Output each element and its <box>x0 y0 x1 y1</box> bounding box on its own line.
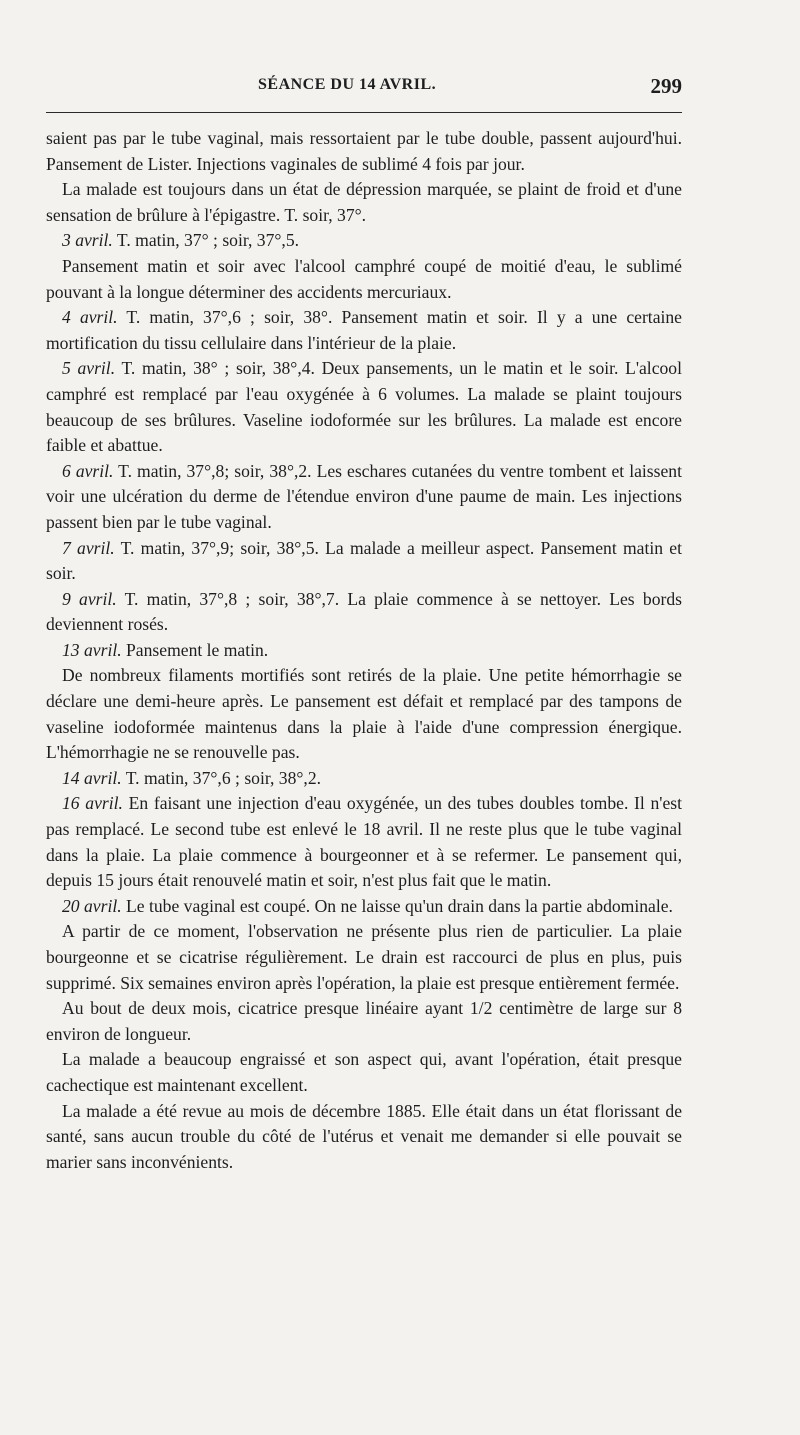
book-page <box>46 68 683 1172</box>
paragraph-text: Pansement matin et soir avec l'alcool camphré coupé de moitié d'eau, le sublimé pouvant à la longue déterminer des accidents mercuriaux. <box>46 255 682 302</box>
paragraph <box>46 791 682 893</box>
entry-date: 6 avril. <box>62 460 114 481</box>
entry-date: 4 avril. <box>62 307 118 328</box>
entry-date: 9 avril. <box>62 588 117 609</box>
paragraph <box>46 638 682 664</box>
paragraph-text: T. matin, 37°,6 ; soir, 38°,2. <box>121 767 322 788</box>
paragraph <box>46 587 682 638</box>
paragraph <box>46 126 682 177</box>
paragraph <box>46 919 682 996</box>
paragraph-text: De nombreux filaments mortifiés sont retirés de la plaie. Une petite hémorrhagie se déclare une demi-heure après. Le pansement est défait et remplacé par des tampons de vaseline iodoformée maintenus dans la plaie à l'aide d'une compression énergique. L'hémorrhagie ne se renouvelle pas. <box>46 665 682 763</box>
paragraph-text: T. matin, 37°,8; soir, 38°,2. Les eschares cutanées du ventre tombent et laissent voir une ulcération du derme de l'étendue environ d'une paume de main. Les injections passent bien par le tube vaginal. <box>46 460 682 532</box>
paragraph-text: T. matin, 37°,9; soir, 38°,5. La malade a meilleur aspect. Pansement matin et soir. <box>46 537 682 584</box>
paragraph <box>46 254 682 305</box>
paragraph-text: T. matin, 37° ; soir, 37°,5. <box>112 230 300 251</box>
page-header <box>46 68 682 108</box>
paragraph <box>46 459 682 536</box>
paragraph-text: Au bout de deux mois, cicatrice presque linéaire ayant 1/2 centimètre de large sur 8 environ de longueur. <box>46 998 682 1044</box>
paragraph <box>46 228 682 254</box>
paragraph <box>46 663 682 765</box>
entry-date: 14 avril. <box>62 767 122 788</box>
paragraph <box>46 996 682 1047</box>
body-text <box>46 126 682 1175</box>
entry-date: 20 avril. <box>62 895 122 916</box>
paragraph <box>46 894 682 920</box>
paragraph-text: La malade a été revue au mois de décembre 1885. Elle était dans un état florissant de santé, sans aucun trouble du côté de l'utérus et venait me demander si elle pouvait se marier sans inconvénients. <box>46 1100 682 1172</box>
header-rule <box>46 112 682 113</box>
paragraph-text: La malade a beaucoup engraissé et son aspect qui, avant l'opération, était presque cachectique est maintenant excellent. <box>46 1049 682 1095</box>
paragraph <box>46 766 682 792</box>
paragraph <box>46 177 682 228</box>
paragraph <box>46 305 682 356</box>
entry-date: 3 avril. <box>62 230 113 251</box>
page-number: 299 <box>650 74 682 98</box>
paragraph-text: Le tube vaginal est coupé. On ne laisse qu'un drain dans la partie abdominale. <box>121 895 673 916</box>
paragraph-text: En faisant une injection d'eau oxygénée, un des tubes doubles tombe. Il n'est pas remplacé. Le second tube est enlevé le 18 avril. Il ne reste plus que le tube vaginal dans la plaie. La plaie commence à bourgeonner et à se refermer. Le pansement qui, depuis 15 jours était renouvelé matin et soir, n'est plus fait que le matin. <box>46 793 683 891</box>
paragraph-text: T. matin, 37°,6 ; soir, 38°. Pansement matin et soir. Il y a une certaine mortification du tissu cellulaire dans l'intérieur de la plaie. <box>46 307 682 353</box>
paragraph-text: saient pas par le tube vaginal, mais ressortaient par le tube double, passent aujourd'hui. Pansement de Lister. Injections vaginales de sublimé 4 fois par jour. <box>46 128 682 174</box>
paragraph <box>46 536 682 587</box>
paragraph <box>46 1099 682 1176</box>
paragraph <box>46 356 682 458</box>
entry-date: 5 avril. <box>62 358 116 379</box>
paragraph-text: La malade est toujours dans un état de dépression marquée, se plaint de froid et d'une sensation de brûlure à l'épigastre. T. soir, 37°. <box>46 179 682 225</box>
paragraph-text: Pansement le matin. <box>121 639 269 660</box>
running-title: SÉANCE DU 14 AVRIL. <box>258 76 437 93</box>
entry-date: 13 avril. <box>62 639 122 660</box>
paragraph <box>46 1047 682 1098</box>
paragraph-text: A partir de ce moment, l'observation ne présente plus rien de particulier. La plaie bourgeonne et se cicatrise régulièrement. Le drain est raccourci de plus en plus, puis supprimé. Six semaines environ après l'opération, la plaie est presque entièrement fermée. <box>46 921 682 993</box>
entry-date: 7 avril. <box>62 537 115 558</box>
entry-date: 16 avril. <box>62 793 123 814</box>
paragraph-text: T. matin, 37°,8 ; soir, 38°,7. La plaie commence à se nettoyer. Les bords deviennent rosés. <box>46 588 682 635</box>
paragraph-text: T. matin, 38° ; soir, 38°,4. Deux pansements, un le matin et le soir. L'alcool camphré est remplacé par l'eau oxygénée à 6 volumes. La malade se plaint toujours beaucoup de ses brûlures. Vaseline iodoformée sur les brûlures. La malade est encore faible et abattue. <box>46 358 682 456</box>
